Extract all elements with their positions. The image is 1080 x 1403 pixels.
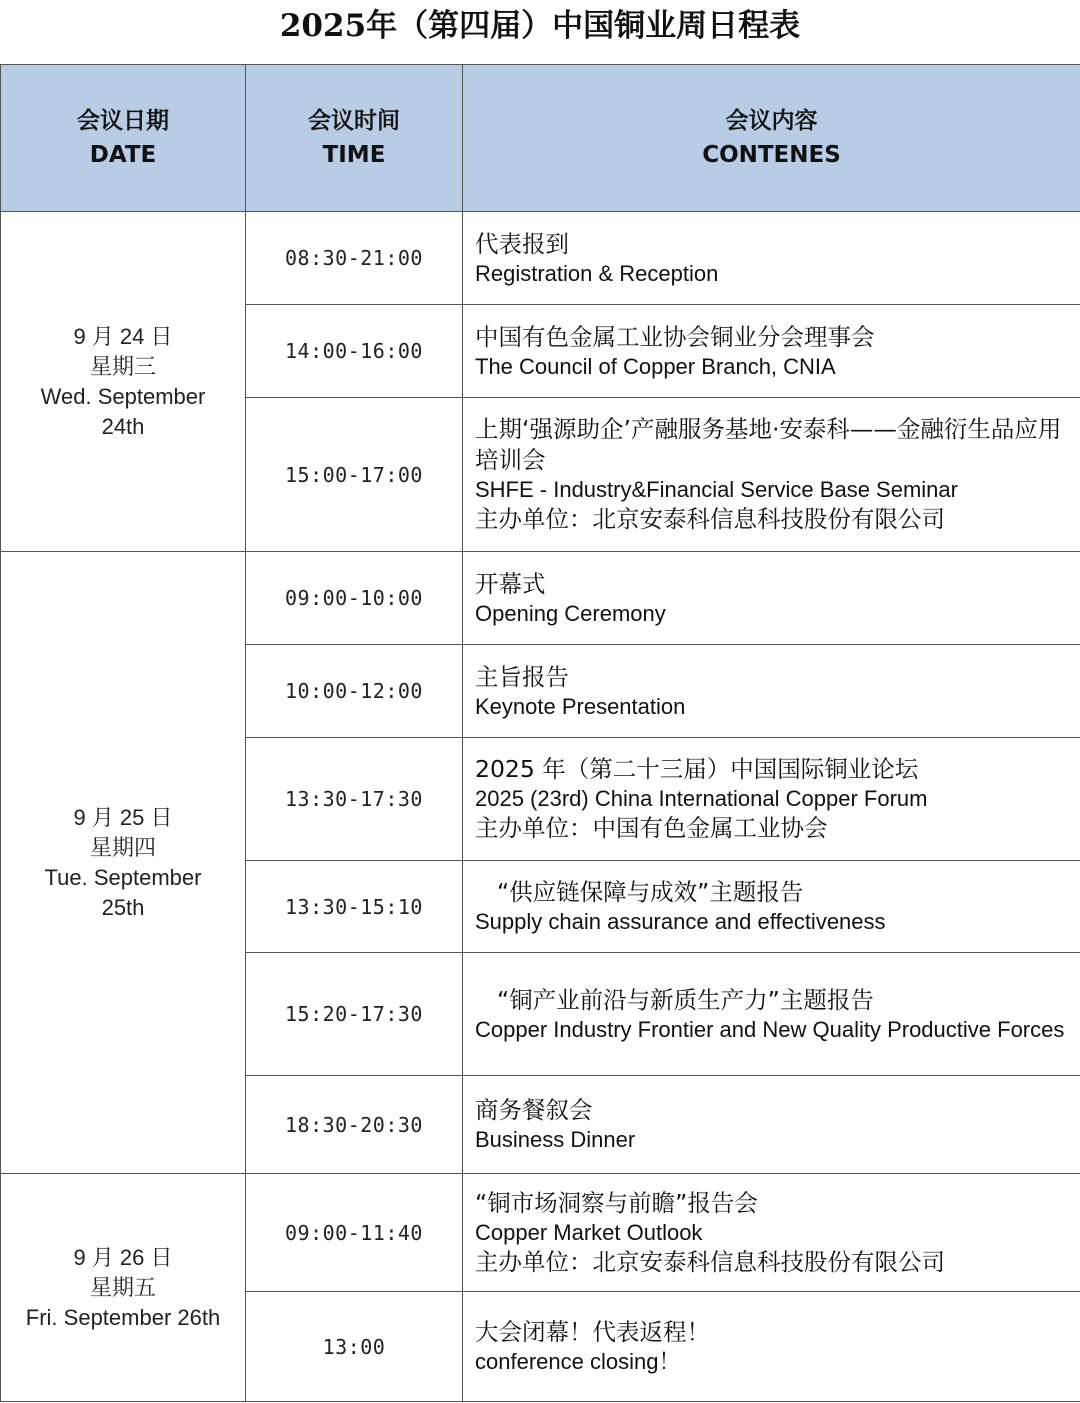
session-title-zh: 开幕式 bbox=[475, 569, 546, 598]
session-content bbox=[463, 1174, 1080, 1292]
session-title-en: Registration & Reception bbox=[475, 260, 719, 286]
session-organizer: 主办单位：北京安泰科信息科技股份有限公司 bbox=[475, 505, 945, 533]
header-date-zh: 会议日期 bbox=[77, 108, 169, 134]
session-content bbox=[463, 953, 1080, 1076]
header-row bbox=[1, 65, 1080, 212]
session-content bbox=[463, 552, 1080, 645]
table-row bbox=[1, 552, 1080, 645]
session-title-en: Supply chain assurance and effectiveness bbox=[475, 909, 886, 934]
session-time: 15:20-17:30 bbox=[246, 953, 463, 1076]
session-content bbox=[463, 1292, 1080, 1402]
header-time-en: TIME bbox=[322, 142, 386, 168]
session-title-zh: 主旨报告 bbox=[475, 662, 569, 691]
session-title-en: Copper Market Outlook bbox=[475, 1219, 703, 1245]
weekday-zh: 星期三 bbox=[89, 353, 156, 379]
session-title-en: Business Dinner bbox=[475, 1127, 636, 1152]
table-row bbox=[1, 1174, 1080, 1292]
header-date bbox=[1, 65, 246, 212]
session-time: 15:00-17:00 bbox=[246, 398, 463, 552]
session-content bbox=[463, 1076, 1080, 1174]
session-content bbox=[463, 398, 1080, 552]
session-time: 13:00 bbox=[246, 1292, 463, 1402]
date-zh: 9 月 25 日 bbox=[73, 804, 173, 830]
weekday-zh: 星期五 bbox=[89, 1274, 156, 1300]
date-en: Fri. September 26th bbox=[25, 1304, 221, 1330]
session-title-en: SHFE - Industry&Financial Service Base Seminar bbox=[475, 477, 958, 502]
session-title-zh: “铜市场洞察与前瞻”报告会 bbox=[475, 1188, 758, 1217]
header-time bbox=[246, 65, 463, 212]
session-title-zh: 上期‘强源助企’产融服务基地·安泰科——金融衍生品应用培训会 bbox=[475, 415, 1062, 474]
session-title-zh: “供应链保障与成效”主题报告 bbox=[497, 878, 804, 906]
header-content bbox=[463, 65, 1080, 212]
session-title-zh: 中国有色金属工业协会铜业分会理事会 bbox=[475, 322, 875, 351]
session-time: 18:30-20:30 bbox=[246, 1076, 463, 1174]
session-time: 08:30-21:00 bbox=[246, 212, 463, 305]
session-title-zh: 代表报到 bbox=[475, 229, 569, 258]
session-title-en: The Council of Copper Branch, CNIA bbox=[475, 353, 836, 379]
date-en: Wed. September 24th bbox=[40, 383, 206, 439]
session-title-en: 2025 (23rd) China International Copper Forum bbox=[475, 786, 928, 811]
session-content bbox=[463, 212, 1080, 305]
weekday-zh: 星期四 bbox=[89, 834, 156, 860]
header-content-zh: 会议内容 bbox=[725, 108, 818, 134]
session-title-en: conference closing！ bbox=[475, 1349, 681, 1374]
session-title-zh: 大会闭幕！代表返程！ bbox=[475, 1318, 710, 1346]
session-title-zh: 2025 年（第二十三届）中国国际铜业论坛 bbox=[475, 755, 919, 783]
header-date-en: DATE bbox=[89, 142, 157, 168]
session-content bbox=[463, 305, 1080, 398]
date-zh: 9 月 26 日 bbox=[73, 1244, 173, 1270]
session-title-en: Opening Ceremony bbox=[475, 600, 666, 626]
session-content bbox=[463, 861, 1080, 953]
session-content bbox=[463, 645, 1080, 738]
page-title: 2025年（第四届）中国铜业周日程表 bbox=[279, 8, 801, 44]
schedule-table bbox=[0, 64, 1080, 1402]
session-title-zh: “铜产业前沿与新质生产力”主题报告 bbox=[497, 985, 874, 1014]
session-time: 09:00-10:00 bbox=[246, 552, 463, 645]
date-cell-day2 bbox=[1, 552, 246, 1174]
session-organizer: 主办单位：北京安泰科信息科技股份有限公司 bbox=[475, 1247, 945, 1276]
date-cell-day3 bbox=[1, 1174, 246, 1402]
session-time: 13:30-15:10 bbox=[246, 861, 463, 953]
session-time: 13:30-17:30 bbox=[246, 738, 463, 861]
date-zh: 9 月 24 日 bbox=[73, 323, 173, 349]
session-organizer: 主办单位：中国有色金属工业协会 bbox=[475, 814, 828, 842]
table-row bbox=[1, 212, 1080, 305]
session-title-en: Copper Industry Frontier and New Quality Productive Forces bbox=[475, 1016, 1065, 1042]
date-en: Tue. September 25th bbox=[44, 864, 202, 920]
header-time-zh: 会议时间 bbox=[308, 108, 400, 134]
session-title-en: Keynote Presentation bbox=[475, 693, 686, 719]
date-cell-day1 bbox=[1, 212, 246, 552]
header-content-en: CONTENES bbox=[702, 142, 841, 168]
session-time: 14:00-16:00 bbox=[246, 305, 463, 398]
session-time: 10:00-12:00 bbox=[246, 645, 463, 738]
session-time: 09:00-11:40 bbox=[246, 1174, 463, 1292]
session-content bbox=[463, 738, 1080, 861]
session-title-zh: 商务餐叙会 bbox=[475, 1096, 593, 1124]
